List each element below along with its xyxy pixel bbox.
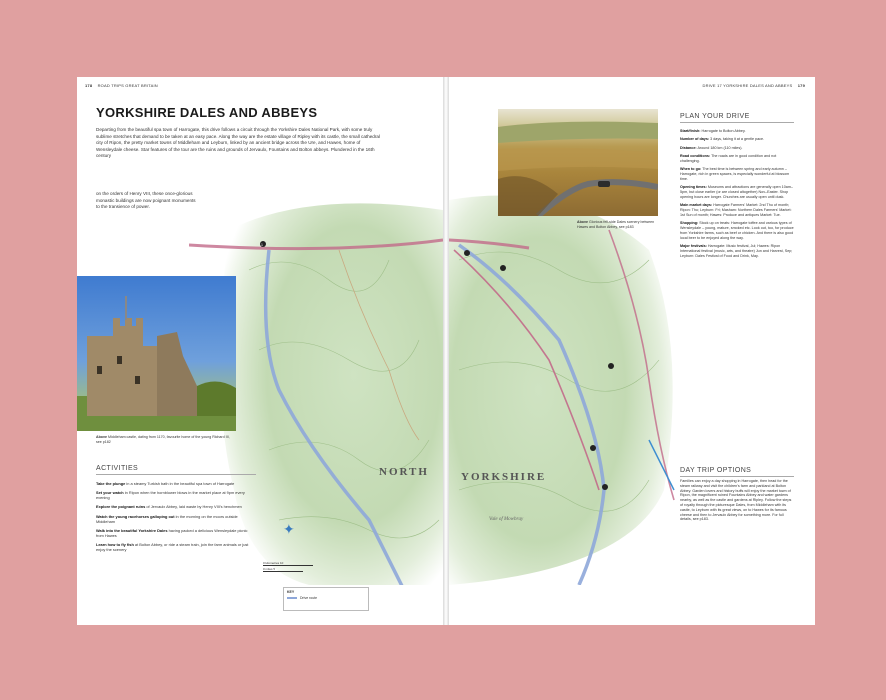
activity-text: in a steamy Turkish bath in the beautiful spa town of Harrogate: [126, 481, 235, 486]
plan-item-title: Distance:: [680, 145, 697, 150]
plan-item-title: Start/finish:: [680, 129, 701, 133]
plan-item-title: Major festivals:: [680, 244, 707, 249]
map-label-north: NORTH: [379, 466, 429, 478]
right-running-head: [703, 83, 805, 88]
moor-caption-label: Above: [577, 220, 588, 224]
plan-item-text: The best time is between spring and early autumn – Harrogate, rich in green spaces, is especially wonderful at blossom time.: [680, 167, 790, 181]
key-item-label: Drive route: [299, 596, 318, 600]
activity-text: having packed a delicious Wensleydale picnic from Hawes: [96, 527, 248, 538]
activity-item: [96, 481, 256, 486]
book-spread: [77, 77, 815, 625]
scale-miles: 0 miles 5: [263, 567, 303, 572]
plan-item-title: Opening times:: [680, 185, 707, 190]
intro-text: Departing from the beautiful spa town of Harrogate, this drive follows a circuit through the Yorkshire Dales National Park, with some truly sublime stretches that demand to be taken at an easy pace. Along the way are the estate village of Ripley with its castle, the small cathedral city of Ripon, the pretty market towns of Middleham and Leyburn, linked by an ancient bridge across the Ure, and Hawes, home of Wensleydale cheese. Star features of the tour are the ruins and grounds of Jervaulx, Fountains and Bolton abbeys. Plundered in the 16th century: [96, 127, 380, 159]
plan-item: [680, 146, 794, 151]
map-right-page: [449, 190, 687, 585]
map-stop-marker: [608, 363, 614, 369]
plan-item-text: Harrogate to Bolton Abbey.: [701, 129, 746, 133]
castle-caption: [96, 435, 236, 444]
activity-title: Explore the poignant ruins: [96, 504, 146, 510]
plan-item-text: 3 days, taking it at a gentle pace.: [710, 137, 765, 142]
plan-item: [680, 137, 794, 142]
moor-caption-text: Glorious fell-side Dales scenery between Hawes and Bolton Abbey, see p183: [577, 220, 655, 229]
moor-caption: [577, 220, 661, 229]
activity-title: Learn how to fly fish: [96, 541, 134, 547]
map-stop-marker: [590, 445, 596, 451]
activity-text: in the morning on the moors outside Middleham: [96, 513, 238, 524]
map-label-yorkshire: YORKSHIRE: [461, 471, 547, 483]
activity-item: [96, 490, 256, 500]
activity-item: [96, 528, 256, 538]
plan-item-text: Museums and attractions are generally open 10am–5pm, but close earlier (or are closed altogether) Nov–Easter. Shop opening hours are longer. Churches are usually open until dusk.: [680, 185, 793, 199]
plan-item: [680, 167, 794, 181]
castle-caption-label: Above: [96, 435, 107, 439]
plan-item-text: The roads are in good condition and not challenging.: [680, 154, 777, 163]
route-swatch-icon: [287, 597, 297, 599]
plan-item-title: Road conditions:: [680, 154, 711, 159]
book-gutter: [443, 77, 449, 625]
castle-photo: [77, 276, 236, 431]
compass-icon: ✦: [283, 521, 295, 537]
map-stop-marker: [602, 484, 608, 490]
activity-text: at Bolton Abbey, or ride a steam train, join the farm animals or just enjoy the scenery: [96, 541, 249, 552]
left-running-head: [85, 83, 158, 88]
activity-item: [96, 542, 256, 552]
plan-list: [680, 129, 794, 262]
left-running-title: ROAD TRIPS GREAT BRITAIN: [97, 83, 158, 88]
plan-item: [680, 244, 794, 258]
castle-caption-text: Middleham castle, dating from 1170, favourite home of the young Richard III, see p182: [96, 435, 230, 444]
activity-item: [96, 504, 256, 509]
plan-item-text: Harrogate Farmers' Market: 2nd Thu of month; Ripon: Thu; Leyburn: Fri; Masham: Northern Dales Farmers' Market: 1st Sun of month; Hawes: Produce and antiques Market: Tue.: [680, 203, 792, 217]
map-stop-marker: [500, 265, 506, 271]
plan-item: [680, 221, 794, 240]
activity-text: in Ripon when the hornblower blows in the market place at 9pm every evening: [96, 490, 245, 501]
plan-item-title: Shopping:: [680, 221, 699, 226]
key-item: [287, 596, 365, 600]
map-label-vale: Vale of Mowbray: [489, 517, 524, 522]
map-scale: [263, 561, 323, 572]
page-title: YORKSHIRE DALES AND ABBEYS: [96, 105, 318, 120]
moorland-photo: [498, 109, 658, 216]
map-key: [283, 587, 369, 611]
activities-heading: ACTIVITIES: [96, 465, 256, 475]
plan-item-text: Around 180 km (110 miles).: [697, 145, 743, 150]
plan-item-title: Main market days:: [680, 203, 713, 208]
activity-title: Set your watch: [96, 490, 124, 496]
activity-title: Take the plunge: [96, 481, 126, 486]
plan-item-title: When to go:: [680, 167, 702, 172]
key-title: KEY: [287, 590, 295, 594]
map-stop-marker: [464, 250, 470, 256]
plan-item-text: Harrogate: Music festival, Jul; Hawes: Ripon International festival (music, arts, and theatre) Jun and Harvest, Sep; Leyburn: Dales Festival of Food and Drink, May.: [680, 244, 793, 258]
plan-heading: PLAN YOUR DRIVE: [680, 113, 794, 123]
activity-title: Walk into the beautiful Yorkshire Dales: [96, 527, 168, 533]
activity-text: of Jervaulx Abbey, laid waste by Henry VIII's henchmen: [146, 504, 242, 510]
plan-item: [680, 129, 794, 134]
map-stop-label: 1: [261, 243, 263, 247]
plan-item: [680, 154, 794, 164]
activity-item: [96, 514, 256, 524]
intro-continued: on the orders of Henry VIII, these once-glorious monastic buildings are now poignant monuments to the transience of power.: [96, 191, 196, 210]
right-page-number: 179: [797, 83, 805, 88]
plan-item-text: Stock up on treats: Harrogate toffee and various types of Wensleydale – young, mature, smoked etc. Look out, too, for produce from Yorkshire farms, such as beef or chicken. And there is also good local beer to be enjoyed along the way.: [680, 221, 794, 240]
plan-item: [680, 203, 794, 217]
activities-list: [96, 481, 256, 556]
left-page-number: 178: [85, 83, 93, 88]
daytrip-heading: DAY TRIP OPTIONS: [680, 467, 794, 477]
plan-item-title: Number of days:: [680, 137, 710, 142]
scale-kilometres: 0 kilometres 10: [263, 561, 313, 566]
right-running-title: DRIVE 17 YORKSHIRE DALES AND ABBEYS: [702, 83, 793, 88]
plan-item: [680, 185, 794, 199]
daytrip-text: Families can enjoy a day shopping in Harrogate, then head for the steam railway and visit the children's farm and parkland at Bolton Abbey. Garden lovers and history buffs will enjoy the market town of Ripon, the magnificent ruined Fountains Abbey and water gardens nearby, as well as the castle and gardens at Ripley. Follow the steps of royalty through the picturesque Dales, from Middleham with its castle, to Leyburn with its great views, on to Hawes for its famous cheese and then to Jervaulx Abbey for something more. For full details, see p183.: [680, 479, 792, 522]
activity-title: Watch the young racehorses galloping out: [96, 513, 175, 519]
